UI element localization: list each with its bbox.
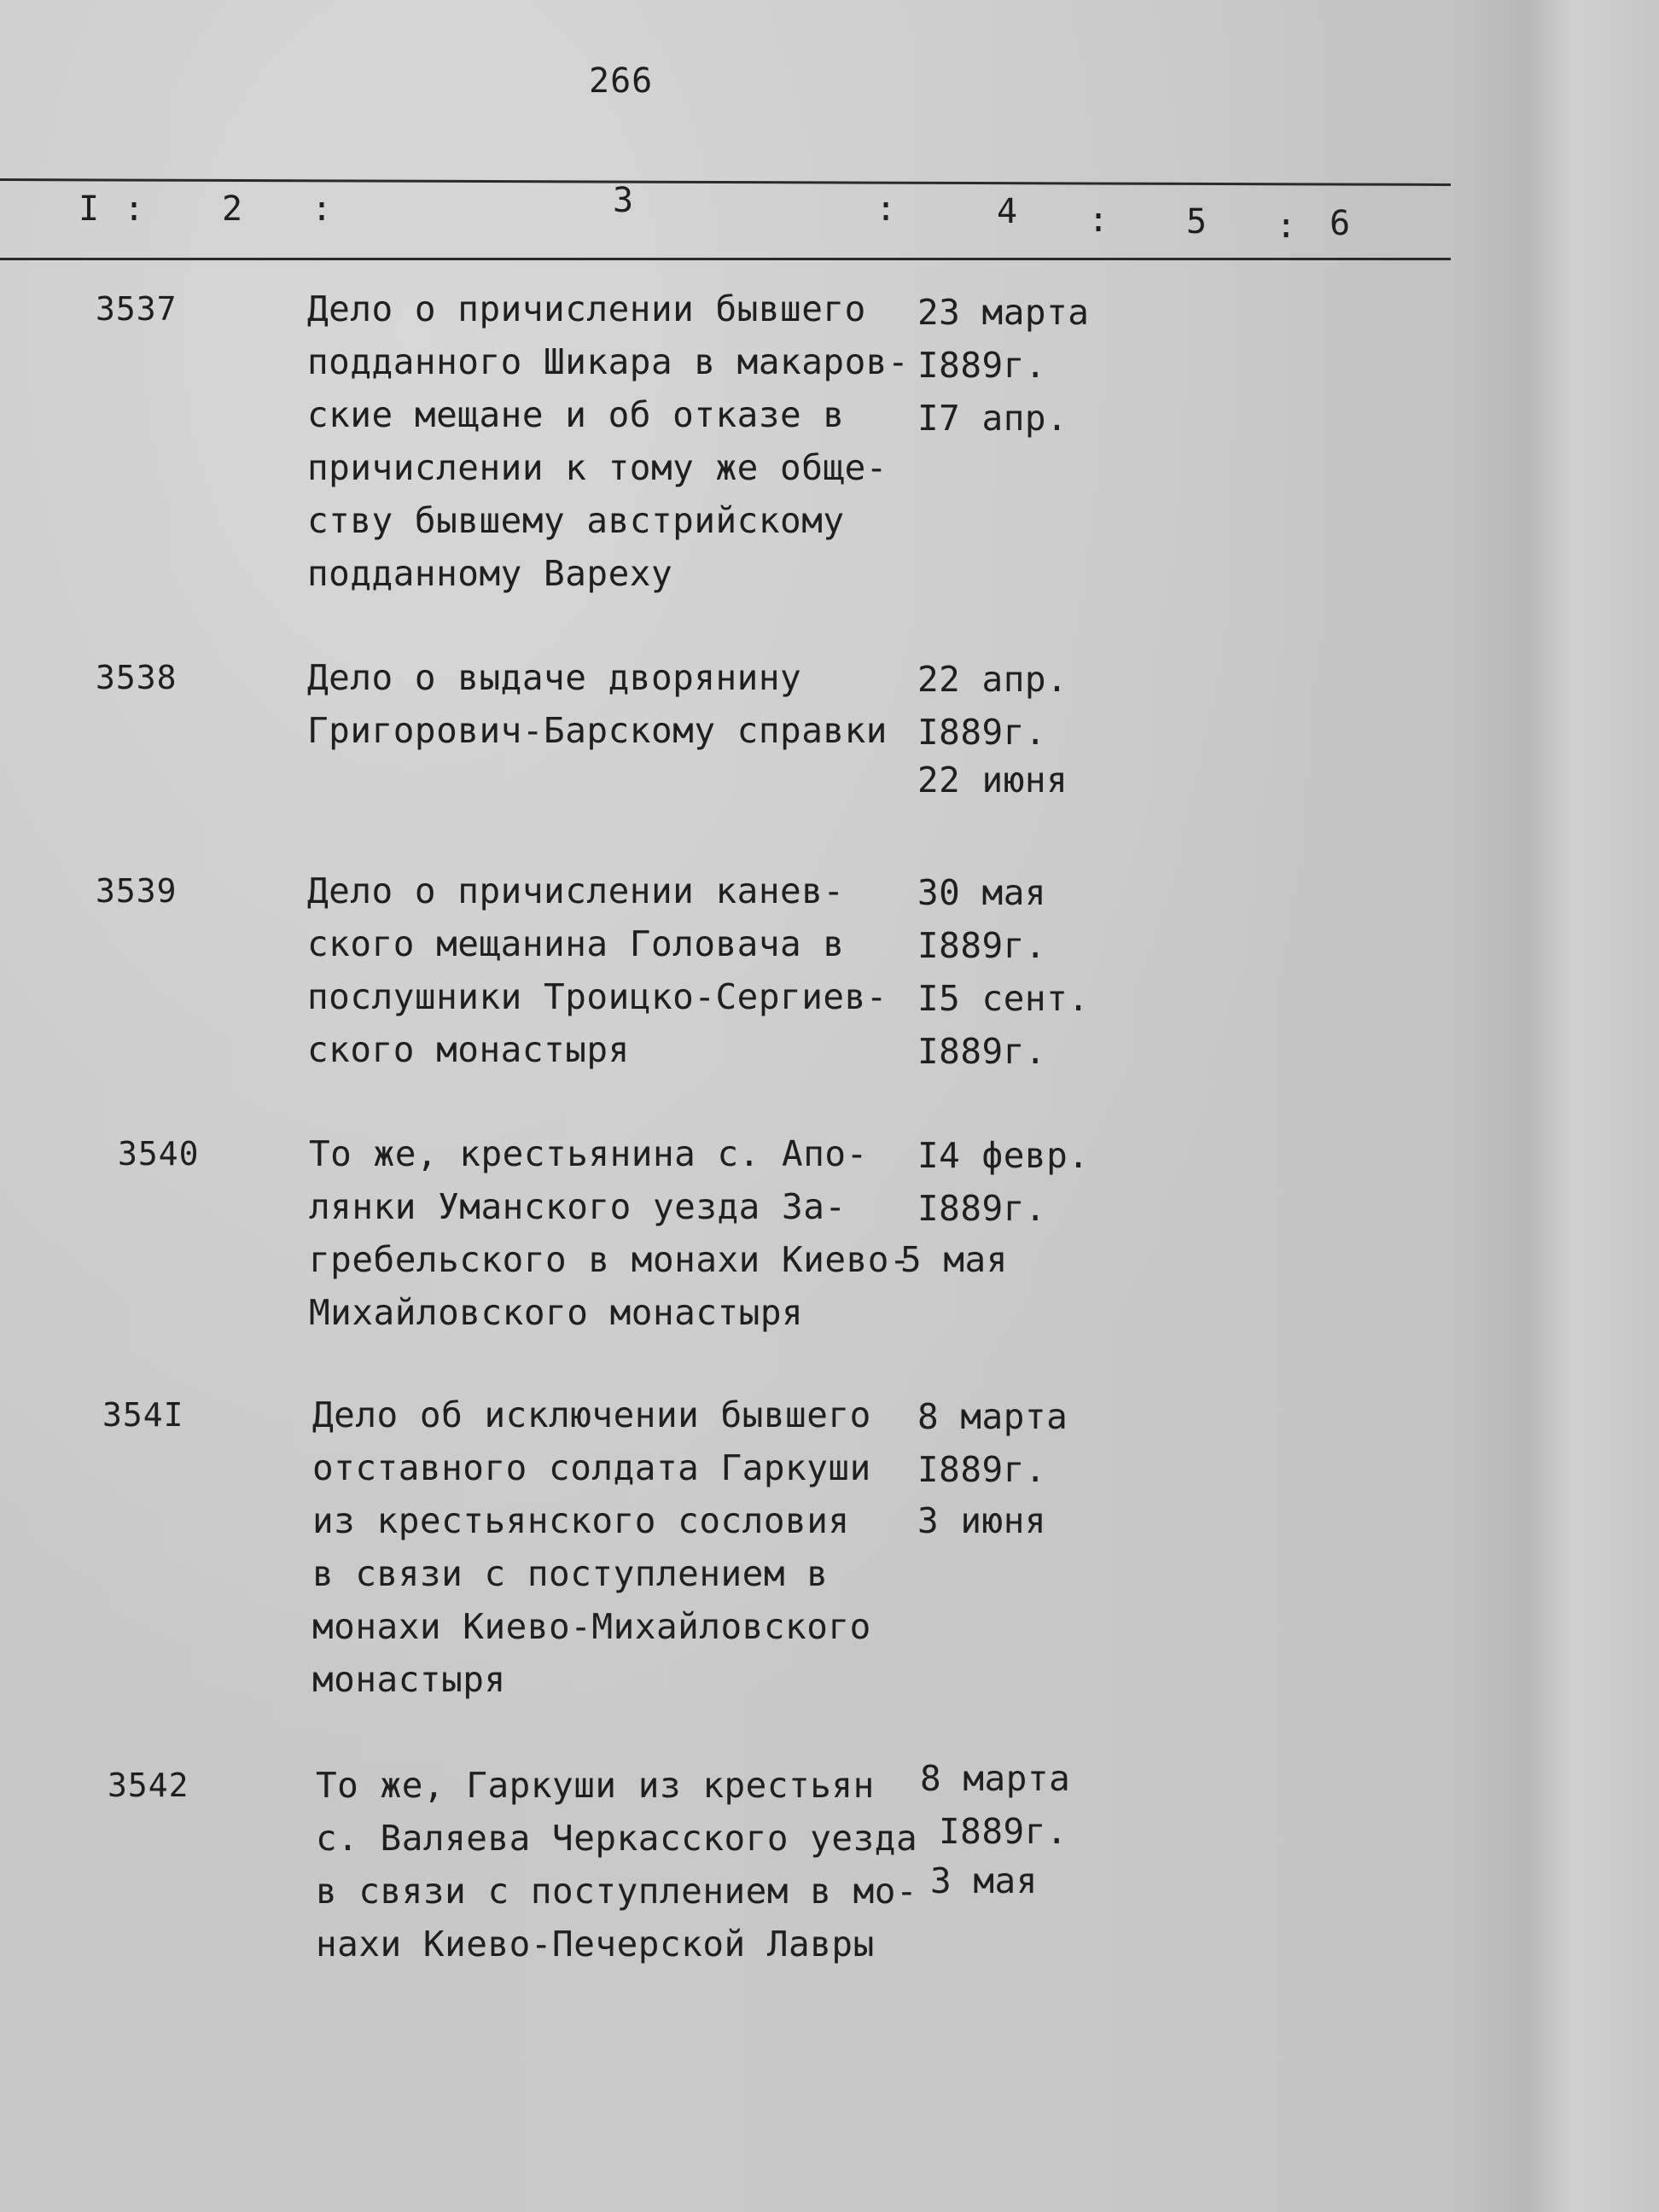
header-separator: : xyxy=(1276,207,1297,246)
entry-date: I4 февр. xyxy=(917,1135,1090,1176)
entry-text-line: ского монастыря xyxy=(307,1029,630,1070)
entry-date: I7 апр. xyxy=(917,398,1068,439)
header-col6: 6 xyxy=(1330,204,1351,243)
header-separator: : xyxy=(1088,201,1109,240)
entry-date: I889г. xyxy=(917,712,1047,753)
header-col1: I xyxy=(79,189,100,229)
entry-text-line: причислении к тому же обще- xyxy=(307,447,888,488)
entry-text-line: подданного Шикара в макаров- xyxy=(307,341,910,382)
entry-text-line: в связи с поступлением в xyxy=(312,1553,829,1594)
entry-date: 22 апр. xyxy=(917,659,1068,700)
entry-text-line: ского мещанина Головача в xyxy=(307,923,845,964)
entry-date: I889г. xyxy=(917,1188,1047,1229)
entry-text-line: отставного солдата Гаркуши xyxy=(312,1447,871,1488)
entry-text-line: монахи Киево-Михайловского xyxy=(312,1606,871,1647)
entry-text-line: То же, крестьянина с. Апо- xyxy=(309,1133,868,1174)
entry-date: 3 мая xyxy=(930,1860,1038,1901)
entry-text-line: из крестьянского сословия xyxy=(312,1500,850,1541)
entry-text-line: монастыря xyxy=(312,1659,506,1700)
header-separator: : xyxy=(124,189,145,229)
header-separator: : xyxy=(876,189,897,229)
entry-number: 3542 xyxy=(108,1767,189,1804)
entry-date: 8 марта xyxy=(920,1758,1071,1799)
entry-number: 3539 xyxy=(96,872,178,910)
entry-date: 8 марта xyxy=(917,1396,1068,1437)
entry-date: I889г. xyxy=(917,1031,1047,1072)
header-bottom-rule xyxy=(0,258,1451,260)
page-number: 266 xyxy=(589,61,654,101)
entry-date: 30 мая xyxy=(917,872,1047,913)
entry-text-line: Дело об исключении бывшего xyxy=(312,1394,871,1435)
header-separator: : xyxy=(311,189,333,229)
header-col4: 4 xyxy=(997,192,1018,231)
entry-date: I889г. xyxy=(939,1811,1068,1852)
entry-text-line: с. Валяева Черкасского уезда xyxy=(316,1818,918,1859)
entry-text-line: в связи с поступлением в мо- xyxy=(316,1871,918,1912)
entry-text-line: ские мещане и об отказе в xyxy=(307,394,845,435)
entry-text-line: лянки Уманского уезда За- xyxy=(309,1186,847,1227)
entry-date: 5 мая xyxy=(900,1239,1008,1280)
entry-date: I5 сент. xyxy=(917,978,1090,1019)
entry-text-line: Дело о выдаче дворянину xyxy=(307,657,802,698)
entry-text-line: ству бывшему австрийскому xyxy=(307,500,845,541)
entry-date: I889г. xyxy=(917,925,1047,966)
entry-text-line: То же, Гаркуши из крестьян xyxy=(316,1765,875,1806)
entry-date: 23 марта xyxy=(917,292,1090,333)
header-top-rule xyxy=(0,178,1451,186)
entry-date: 22 июня xyxy=(917,760,1068,800)
entry-number: 354I xyxy=(102,1396,184,1434)
entry-date: 3 июня xyxy=(917,1500,1047,1541)
entry-number: 3540 xyxy=(118,1135,200,1173)
header-col2: 2 xyxy=(222,189,243,229)
entry-text-line: послушники Троицко-Сергиев- xyxy=(307,976,888,1017)
header-col5: 5 xyxy=(1186,202,1208,242)
entry-text-line: Григорович-Барскому справки xyxy=(307,710,888,751)
page-edge-shadow xyxy=(1468,0,1659,2212)
entry-text-line: Михайловского монастыря xyxy=(309,1292,804,1333)
entry-text-line: Дело о причислении канев- xyxy=(307,870,845,911)
header-col3: 3 xyxy=(613,181,634,220)
entry-text-line: подданному Вареху xyxy=(307,553,673,594)
entry-number: 3538 xyxy=(96,659,178,696)
entry-number: 3537 xyxy=(96,290,178,328)
entry-text-line: Дело о причислении бывшего xyxy=(307,288,866,329)
entry-text-line: нахи Киево-Печерской Лавры xyxy=(316,1924,875,1965)
entry-date: I889г. xyxy=(917,1449,1047,1490)
entry-date: I889г. xyxy=(917,345,1047,386)
entry-text-line: гребельского в монахи Киево- xyxy=(309,1239,911,1280)
